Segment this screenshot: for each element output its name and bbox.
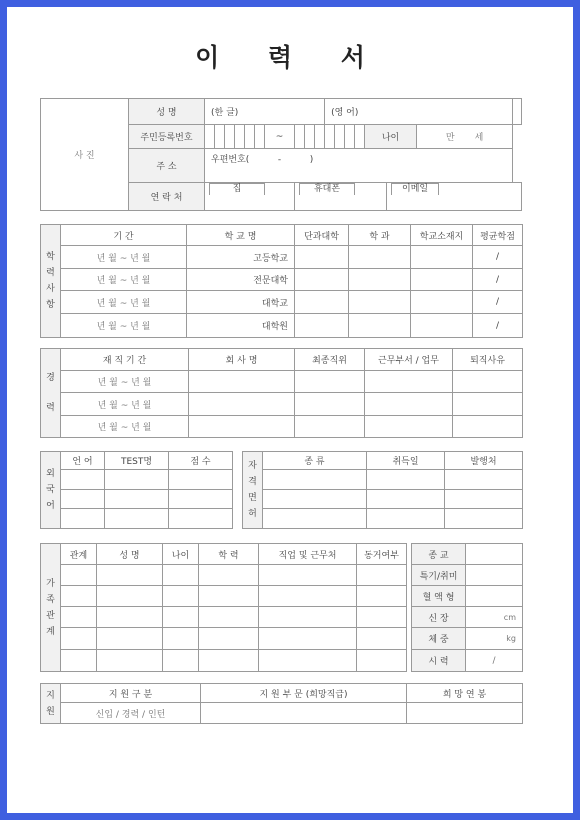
height-field[interactable]: cm: [466, 607, 523, 628]
license-row: [243, 490, 523, 509]
rrn-digit[interactable]: [245, 125, 255, 149]
education-period[interactable]: 년 월 ~ 년 월: [61, 314, 187, 338]
career-period[interactable]: 년 월 ~ 년 월: [61, 371, 189, 393]
education-period[interactable]: 년 월 ~ 년 월: [61, 291, 187, 314]
family-name-field[interactable]: [97, 565, 163, 586]
relation-field[interactable]: [61, 650, 97, 672]
family-row: [41, 586, 407, 607]
location-field[interactable]: [411, 269, 473, 291]
email-label: 이메일: [391, 183, 439, 195]
rrn-digit[interactable]: [255, 125, 265, 149]
test-field[interactable]: [105, 470, 169, 490]
license-side-label: 자 격 면 허: [243, 452, 263, 529]
education-header: 학 과: [349, 225, 411, 246]
education-header: 기 간: [61, 225, 187, 246]
license-header: 발행처: [445, 452, 523, 470]
name-spare: [513, 99, 522, 125]
rrn-digit[interactable]: [345, 125, 355, 149]
cohabit-field[interactable]: [357, 607, 407, 628]
rrn-digit[interactable]: [235, 125, 245, 149]
page-title: 이 력 서: [195, 43, 385, 72]
eyesight-label: 시 력: [412, 650, 466, 672]
application-division-field[interactable]: [201, 703, 407, 724]
relation-field[interactable]: [61, 565, 97, 586]
location-field[interactable]: [411, 291, 473, 314]
cohabit-field[interactable]: [357, 586, 407, 607]
issuer-field[interactable]: [445, 470, 523, 490]
language-row: [41, 470, 233, 490]
language-row: [41, 490, 233, 509]
blood-type-field[interactable]: [466, 586, 523, 607]
age-prefix: 만: [445, 133, 455, 143]
career-row: [41, 416, 523, 438]
language-field[interactable]: [61, 470, 105, 490]
family-age-field[interactable]: [163, 565, 199, 586]
rrn-dash: ~: [265, 125, 295, 149]
department-field[interactable]: [365, 393, 453, 416]
career-header: 재 직 기 간: [61, 349, 189, 371]
license-type-field[interactable]: [263, 490, 367, 509]
family-edu-field[interactable]: [199, 628, 259, 650]
education-row: [41, 269, 523, 291]
application-header: 희 망 연 봉: [407, 684, 523, 703]
license-type-field[interactable]: [263, 509, 367, 529]
family-row: [41, 565, 407, 586]
education-header: 평균학점: [473, 225, 523, 246]
family-age-field[interactable]: [163, 628, 199, 650]
family-age-field[interactable]: [163, 650, 199, 672]
relation-field[interactable]: [61, 628, 97, 650]
application-category-field[interactable]: 신입 / 경력 / 인턴: [61, 703, 201, 724]
license-type-field[interactable]: [263, 470, 367, 490]
gpa-field[interactable]: /: [473, 291, 523, 314]
rrn-digit[interactable]: [205, 125, 215, 149]
mobile-phone-label: 휴대폰: [299, 183, 355, 195]
career-period[interactable]: 년 월 ~ 년 월: [61, 416, 189, 438]
rrn-digit[interactable]: [225, 125, 235, 149]
eyesight-field[interactable]: /: [466, 650, 523, 672]
leave-reason-field[interactable]: [453, 393, 523, 416]
family-header: 관계: [61, 544, 97, 565]
age-label: 나이: [365, 125, 417, 149]
cohabit-field[interactable]: [357, 650, 407, 672]
family-age-field[interactable]: [163, 586, 199, 607]
career-header: 최종직위: [295, 349, 365, 371]
issuer-field[interactable]: [445, 509, 523, 529]
test-field[interactable]: [105, 490, 169, 509]
language-header: 언 어: [61, 452, 105, 470]
school-name[interactable]: 고등학교: [187, 246, 295, 269]
home-phone-label: 집: [209, 183, 265, 195]
language-side-label: 외 국 어: [41, 452, 61, 529]
name-korean-field[interactable]: [205, 99, 325, 125]
license-table: [242, 451, 523, 529]
school-name[interactable]: 전문대학: [187, 269, 295, 291]
rrn-digit[interactable]: [315, 125, 325, 149]
school-name[interactable]: 대학교: [187, 291, 295, 314]
language-header: 점 수: [169, 452, 233, 470]
email-field[interactable]: [387, 183, 522, 211]
career-table: [40, 348, 523, 438]
company-field[interactable]: [189, 371, 295, 393]
rrn-digit[interactable]: [215, 125, 225, 149]
rrn-label: 주민등록번호: [129, 125, 205, 149]
license-row: [243, 470, 523, 490]
department-field[interactable]: [365, 371, 453, 393]
career-period[interactable]: 년 월 ~ 년 월: [61, 393, 189, 416]
family-edu-field[interactable]: [199, 650, 259, 672]
leave-reason-field[interactable]: [453, 371, 523, 393]
school-name[interactable]: 대학원: [187, 314, 295, 338]
religion-field[interactable]: [466, 544, 523, 565]
education-period[interactable]: 년 월 ~ 년 월: [61, 246, 187, 269]
acquired-date-field[interactable]: [367, 470, 445, 490]
age-field[interactable]: [417, 125, 513, 149]
education-header: 학교소재지: [411, 225, 473, 246]
personal-info-table: [40, 98, 522, 211]
education-header: 학 교 명: [187, 225, 295, 246]
test-field[interactable]: [105, 509, 169, 529]
family-name-field[interactable]: [97, 650, 163, 672]
application-side-label: 지 원: [41, 684, 61, 724]
photo-label: 사 진: [74, 151, 95, 161]
hobby-field[interactable]: [466, 565, 523, 586]
issuer-field[interactable]: [445, 490, 523, 509]
cohabit-field[interactable]: [357, 565, 407, 586]
education-side-label: 학 력 사 항: [41, 225, 61, 338]
career-header: 회 사 명: [189, 349, 295, 371]
rrn-digit[interactable]: [325, 125, 335, 149]
family-age-field[interactable]: [163, 607, 199, 628]
family-job-field[interactable]: [259, 607, 357, 628]
family-name-field[interactable]: [97, 628, 163, 650]
acquired-date-field[interactable]: [367, 509, 445, 529]
acquired-date-field[interactable]: [367, 490, 445, 509]
career-row: [41, 371, 523, 393]
personal-details-table: [411, 543, 523, 672]
education-row: [41, 314, 523, 338]
weight-field[interactable]: kg: [466, 628, 523, 650]
major-field[interactable]: [349, 246, 411, 269]
family-name-field[interactable]: [97, 586, 163, 607]
family-row: [41, 607, 407, 628]
language-table: [40, 451, 233, 529]
cohabit-field[interactable]: [357, 628, 407, 650]
family-edu-field[interactable]: [199, 607, 259, 628]
photo-box[interactable]: [41, 99, 129, 211]
major-field[interactable]: [349, 269, 411, 291]
family-job-field[interactable]: [259, 628, 357, 650]
position-field[interactable]: [295, 416, 365, 438]
family-header: 직업 및 근무처: [259, 544, 357, 565]
family-header: 학 력: [199, 544, 259, 565]
score-field[interactable]: [169, 509, 233, 529]
family-edu-field[interactable]: [199, 565, 259, 586]
major-field[interactable]: [349, 291, 411, 314]
age-suffix: 세: [474, 133, 484, 143]
family-header: 성 명: [97, 544, 163, 565]
relation-field[interactable]: [61, 586, 97, 607]
application-table: [40, 683, 523, 724]
family-row: [41, 628, 407, 650]
home-phone-field[interactable]: [205, 183, 295, 211]
relation-field[interactable]: [61, 607, 97, 628]
license-header: 취득일: [367, 452, 445, 470]
rrn-digit[interactable]: [295, 125, 305, 149]
college-field[interactable]: [295, 246, 349, 269]
language-field[interactable]: [61, 490, 105, 509]
name-english-field[interactable]: [325, 99, 513, 125]
college-field[interactable]: [295, 291, 349, 314]
family-edu-field[interactable]: [199, 586, 259, 607]
language-field[interactable]: [61, 509, 105, 529]
language-header: TEST명: [105, 452, 169, 470]
language-row: [41, 509, 233, 529]
name-english-hint: (영 어): [331, 108, 359, 118]
education-row: [41, 291, 523, 314]
desired-salary-field[interactable]: [407, 703, 523, 724]
rrn-digit[interactable]: [355, 125, 365, 149]
position-field[interactable]: [295, 393, 365, 416]
company-field[interactable]: [189, 416, 295, 438]
application-header: 지 원 부 문 (희망직급): [201, 684, 407, 703]
career-header: 퇴직사유: [453, 349, 523, 371]
education-header: 단과대학: [295, 225, 349, 246]
gpa-field[interactable]: /: [473, 246, 523, 269]
mobile-phone-field[interactable]: [295, 183, 387, 211]
major-field[interactable]: [349, 314, 411, 338]
department-field[interactable]: [365, 416, 453, 438]
career-header: 근무부서 / 업무: [365, 349, 453, 371]
height-label: 신 장: [412, 607, 466, 628]
family-job-field[interactable]: [259, 565, 357, 586]
postal-code-hint: 우편번호( - ): [211, 155, 314, 165]
company-field[interactable]: [189, 393, 295, 416]
family-job-field[interactable]: [259, 650, 357, 672]
contact-label: 연 락 처: [129, 183, 205, 211]
weight-label: 체 중: [412, 628, 466, 650]
gpa-field[interactable]: /: [473, 314, 523, 338]
family-header: 나이: [163, 544, 199, 565]
address-label: 주 소: [129, 149, 205, 183]
name-label: 성 명: [129, 99, 205, 125]
college-field[interactable]: [295, 314, 349, 338]
religion-label: 종 교: [412, 544, 466, 565]
career-row: [41, 393, 523, 416]
education-table: [40, 224, 523, 338]
education-row: [41, 246, 523, 269]
location-field[interactable]: [411, 246, 473, 269]
rrn-digit[interactable]: [305, 125, 315, 149]
family-name-field[interactable]: [97, 607, 163, 628]
career-side-label: 경 력: [41, 349, 61, 438]
family-side-label: 가 족 관 계: [41, 544, 61, 672]
gpa-field[interactable]: /: [473, 269, 523, 291]
education-period[interactable]: 년 월 ~ 년 월: [61, 269, 187, 291]
score-field[interactable]: [169, 470, 233, 490]
application-header: 지 원 구 분: [61, 684, 201, 703]
family-table: [40, 543, 407, 672]
name-korean-hint: (한 글): [211, 108, 239, 118]
license-header: 종 류: [263, 452, 367, 470]
rrn-digit[interactable]: [335, 125, 345, 149]
license-row: [243, 509, 523, 529]
position-field[interactable]: [295, 371, 365, 393]
family-header: 동거여부: [357, 544, 407, 565]
family-row: [41, 650, 407, 672]
leave-reason-field[interactable]: [453, 416, 523, 438]
college-field[interactable]: [295, 269, 349, 291]
location-field[interactable]: [411, 314, 473, 338]
blood-type-label: 혈 액 형: [412, 586, 466, 607]
address-field[interactable]: [205, 149, 513, 183]
hobby-label: 특기/취미: [412, 565, 466, 586]
family-job-field[interactable]: [259, 586, 357, 607]
score-field[interactable]: [169, 490, 233, 509]
